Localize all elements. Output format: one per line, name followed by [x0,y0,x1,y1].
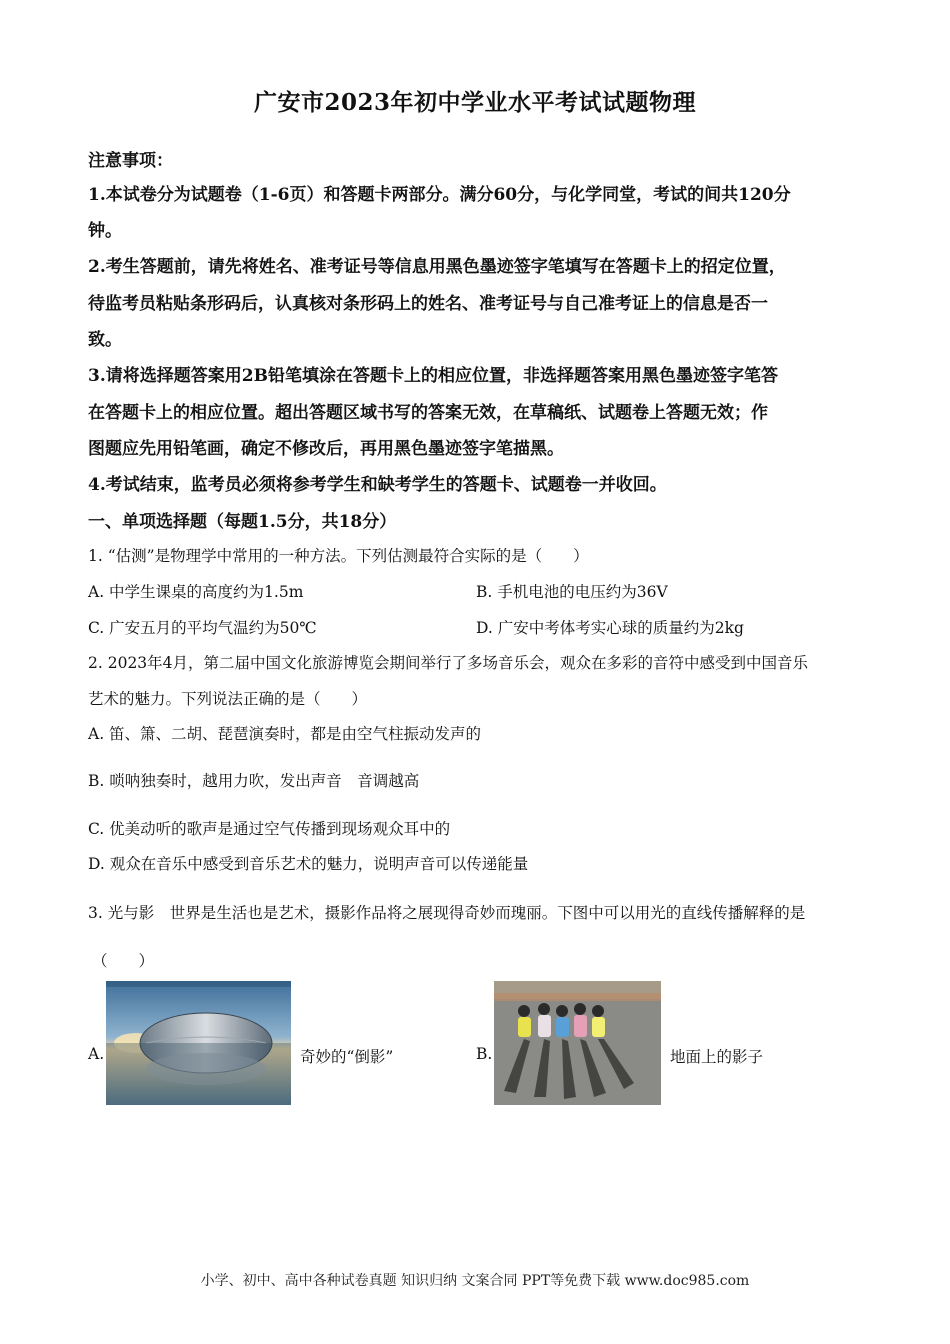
notice-line: 2.考生答题前，请先将姓名、准考证号等信息用黑色墨迹签字笔填写在答题卡上的招定位置， [88,257,786,277]
question-2-stem: 2. 2023年4月，第二届中国文化旅游博览会期间举行了多场音乐会，观众在多彩的音符中感受到中国音乐 [88,654,809,672]
notice-line: 待监考员粘贴条形码后，认真核对条形码上的姓名、准考证号与自己准考证上的信息是否一 [88,294,768,314]
question-1-stem: 1. “估测”是物理学中常用的一种方法。下列估测最符合实际的是（ ） [88,547,589,565]
notice-line: 图题应先用铅笔画，确定不修改后，再用黑色墨迹签字笔描黑。 [88,439,564,459]
notice-line: 钟。 [88,221,122,241]
notice-line: 在答题卡上的相应位置。超出答题区域书写的答案无效，在草稿纸、试题卷上答题无效；作 [88,403,768,423]
section-heading: 一、单项选择题（每题1.5分，共18分） [88,512,397,532]
ground-shadows-image [494,981,661,1105]
question-3-option-a-caption: 奇妙的“倒影” [300,1048,394,1066]
notice-heading: 注意事项： [88,151,173,171]
question-3-option-b-label: B. [476,1045,493,1063]
notice-line: 3.请将选择题答案用2B铅笔填涂在答题卡上的相应位置，非选择题答案用黑色墨迹签字笔答 [88,366,778,386]
question-1-option-d: D. 广安中考体考实心球的质量约为2kg [476,619,744,637]
question-2-option-a: A. 笛、箫、二胡、琵琶演奏时，都是由空气柱振动发声的 [88,725,482,743]
page-footer: 小学、初中、高中各种试卷真题 知识归纳 文案合同 PPT等免费下载 www.doc985.com [200,1273,750,1289]
question-1-option-c: C. 广安五月的平均气温约为50℃ [88,619,317,637]
question-3-option-a-label: A. [88,1045,105,1063]
opera-house-reflection-image [106,981,291,1105]
question-2-stem: 艺术的魅力。下列说法正确的是（ ） [88,690,368,708]
question-3-stem: （ ） [92,952,155,970]
question-1-option-a: A. 中学生课桌的高度约为1.5m [88,583,304,601]
notice-line: 致。 [88,330,122,350]
question-3-stem: 3. 光与影 世界是生活也是艺术，摄影作品将之展现得奇妙而瑰丽。下图中可以用光的直线传播解释的是 [88,904,806,922]
question-2-option-d: D. 观众在音乐中感受到音乐艺术的魅力，说明声音可以传递能量 [88,855,529,873]
notice-line: 1.本试卷分为试题卷（1-6页）和答题卡两部分。满分60分，与化学同堂，考试的间共120分 [88,185,791,205]
page-title: 广安市2023年初中学业水平考试试题物理 [253,89,696,116]
question-2-option-b: B. 唢呐独奏时，越用力吹，发出声音 音调越高 [88,772,420,790]
question-1-option-b: B. 手机电池的电压约为36V [476,583,668,601]
question-3-option-b-caption: 地面上的影子 [670,1048,764,1066]
question-2-option-c: C. 优美动听的歌声是通过空气传播到现场观众耳中的 [88,820,451,838]
notice-line: 4.考试结束，监考员必须将参考学生和缺考学生的答题卡、试题卷一并收回。 [88,475,667,495]
